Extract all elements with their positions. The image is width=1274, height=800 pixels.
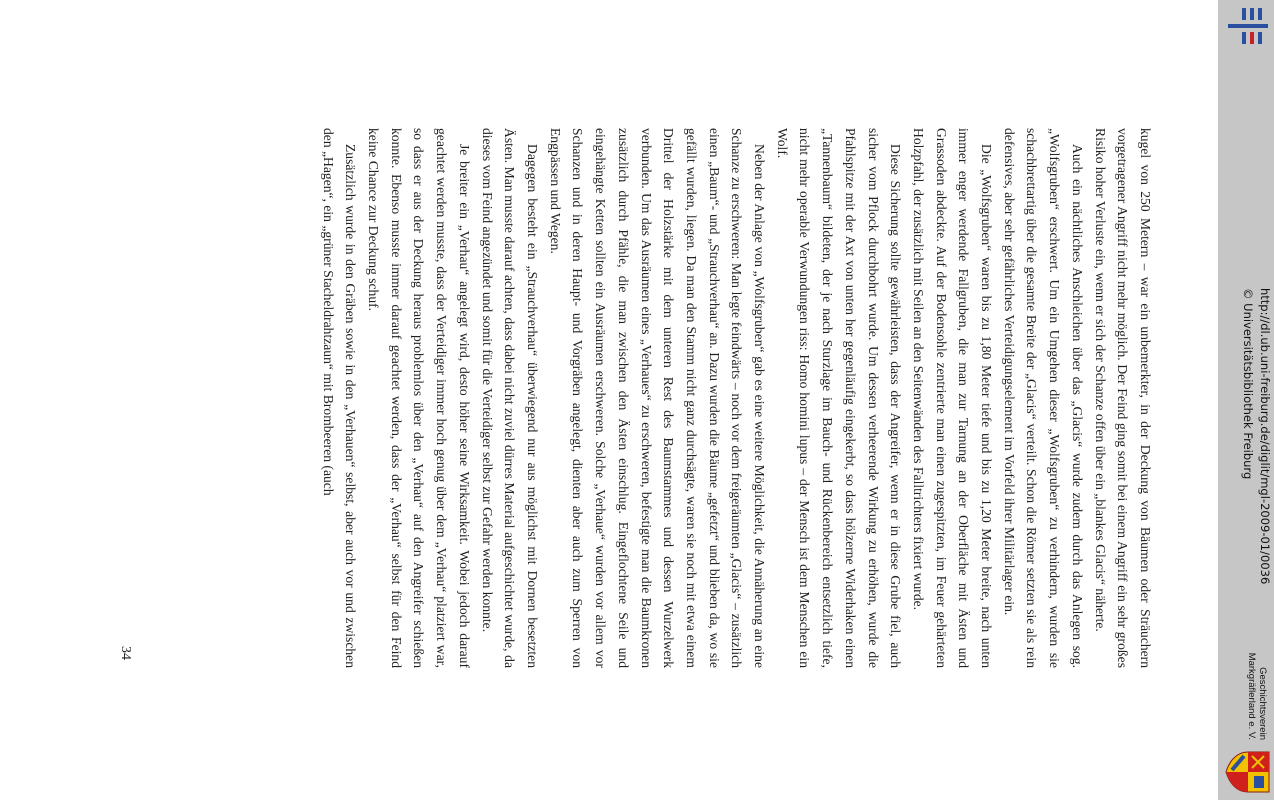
source-url[interactable]: http://dl.ub.uni-freiburg.de/diglit/mgl-2009-01/0036 xyxy=(1258,288,1272,585)
paragraph: Zusätzlich wurde in den Gräben sowie in den „Verhauen“ selbst, aber auch vor und zwischen den „Hagen“, ein „grüner Stacheldrahtzaun“ mit Brombeeren (auch xyxy=(320,128,359,668)
society-name xyxy=(1246,540,1268,740)
paragraph: Dagegen besteht ein „Strauchverhau“ überwiegend nur aus möglichst mit Dornen besetzten Ästen. Man musste darauf achten, dass dabei nicht zuviel dürres Material aufgeschichtet wurde, da dieses vom Feind angezündet und somit für die Verteidiger selbst zur Gefahr werden konnte. xyxy=(479,128,541,668)
paragraph: Neben der Anlage von „Wolfsgruben“ gab es eine weitere Möglichkeit, die Annäherung an eine Schanze zu erschweren: Man legte feindwärts – noch vor dem freigeräumten „Glacis“ – zusätzlich einen „Baum“- und „Strauchverhau“ an. Dazu wurden die Bäume „gefetzt“ und blieben da, wo sie gefällt wurden, liegen. Da man den Stamm nicht ganz durchsägte, waren sie noch mit etwa einem Drittel der Holzstärke mit dem unteren Rest des Baumstammes und dessen Wurzelwerk verbunden. Um das Ausräumen eines „Verhaues“ zu erschweren, befestigte man die Baumkronen zusätzlich durch Pfähle, die man zwischen den Ästen einschlug. Eingeflochtene Seile und eingehängte Ketten sollten ein Ausräumen erschweren. Solche „Verhaue“ wurden vor allem vor Schanzen und in deren Haupt- und Vorgräben angelegt, dienten aber auch zum Sperren von Engpässen und Wegen. xyxy=(547,128,768,668)
paragraph: kugel von 250 Metern – war ein unbemerkter, in der Deckung von Bäumen oder Sträuchern vorgetragener Angriff nicht mehr möglich. Der Feind ging somit bei einem Angriff ein sehr großes Risiko hoher Verluste ein, wenn er sich der Schanze offen über ein „blankes Glacis“ näherte. xyxy=(1092,128,1153,668)
copyright-notice: © Universitätsbibliothek Freiburg xyxy=(1241,288,1255,480)
body-text xyxy=(316,128,1156,668)
paragraph: Je breiter ein „Verhau“ angelegt wird, desto höher seine Wirksamkeit. Wobei jedoch darauf geachtet werden musste, dass der Verteidiger immer hoch genug über dem „Verhau“ platziert war, so dass er aus der Deckung heraus problemlos über den „Verhau“ auf den Angreifer schießen konnte. Ebenso musste immer darauf geachtet werden, dass der „Verhau“ selbst für den Feind keine Chance zur Deckung schuf. xyxy=(366,128,472,668)
coat-of-arms-icon xyxy=(1224,748,1272,796)
ub-freiburg-logo xyxy=(1226,4,1270,48)
paragraph: Die „Wolfsgruben“ waren bis zu 1,80 Meter tiefe und bis zu 1,20 Meter breite, nach unten immer enger werdende Fallgruben, die man zur Tarnung an der Oberfläche mit Ästen und Grassoden abdeckte. Auf der Bodensohle zentrierte man einen zugespitzten, im Feuer gehärteten Holzpfahl, der zusätzlich mit Seilen an den Seitenwänden des Falltrichters fixiert wurde. xyxy=(910,128,995,668)
society-line: Markgräflerland e. V. xyxy=(1246,652,1257,740)
watermark-bar xyxy=(1218,0,1274,800)
page-number: 34 xyxy=(118,646,133,660)
paragraph: Auch ein nächtliches Anschleichen über das „Glacis“ wurde zudem durch das Anlegen sog. „Wolfsgruben“ erschwert. Um ein Umgehen dieser „Wolfsgruben“ zu verhindern, wurden sie schachbrettartig über die gesamte Breite der „Glacis“ verteilt. Schon die Römer setzten sie als rein defensives, aber sehr gefährliches Verteidigungselement im Vorfeld ihrer Militärlager ein. xyxy=(1001,128,1085,668)
paragraph: Diese Sicherung sollte gewährleisten, dass der Angreifer, wenn er in diese Grube fiel, auch sicher vom Pflock durchbohrt wurde. Um dessen verheerende Wirkung zu erhöhen, wurde die Pfahlspitze mit der Axt von unten her gegenläufig eingekerbt, so dass hölzerne Widerhaken einen „Tannenbaum“ bildeten, der je nach Sturzlage im Bauch- und Rückenbereich entsetzlich tiefe, nicht mehr operable Verwundungen riss: Homo homini lupus – der Mensch ist dem Menschen ein Wolf. xyxy=(774,128,904,668)
society-line: Geschichtsverein xyxy=(1257,667,1268,740)
